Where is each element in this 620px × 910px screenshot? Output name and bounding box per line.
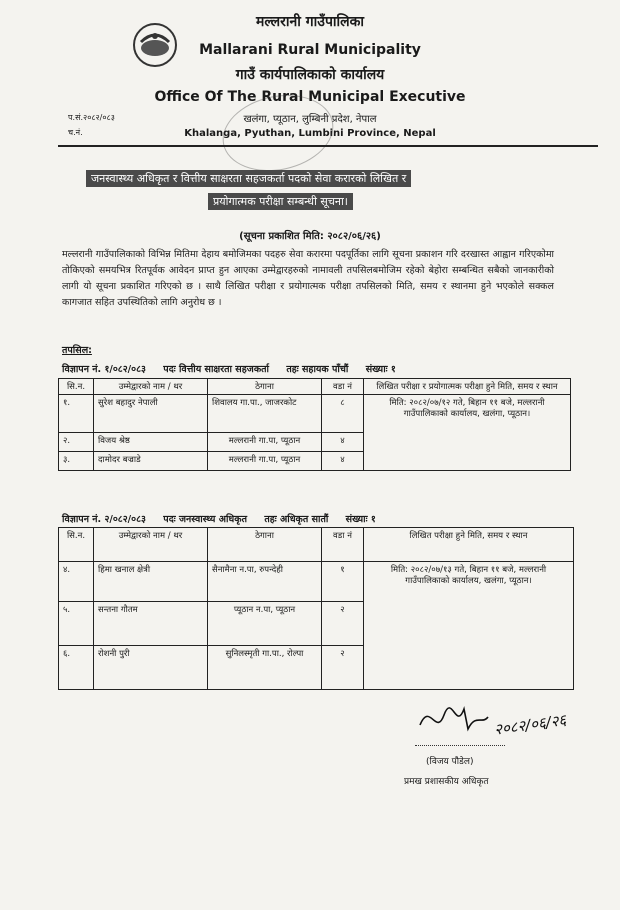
cell-ward: ८: [322, 395, 364, 433]
col-name: उम्मेद्वारको नाम / थर: [94, 379, 208, 395]
cell-sn: ३.: [59, 452, 94, 471]
advertisement-1-table: [58, 378, 571, 471]
table-row: [59, 395, 571, 433]
table-header-row: [59, 379, 571, 395]
cell-name: विजय श्रेष्ठ: [94, 433, 208, 452]
notice-title-line2: प्रयोगात्मक परीक्षा सम्बन्धी सूचना।: [208, 193, 353, 210]
col-ward: वडा नं: [322, 528, 364, 562]
ad1-number: विज्ञापन नं. १/०८२/०८३: [62, 364, 146, 375]
ad1-level: तहः सहायक पाँचौं: [286, 364, 349, 375]
cell-ward: २: [322, 602, 364, 646]
cell-ward: २: [322, 646, 364, 690]
ad2-level: तहः अधिकृत सातौं: [264, 514, 329, 525]
header-divider: [58, 145, 598, 147]
cell-sn: १.: [59, 395, 94, 433]
col-schedule: लिखित परीक्षा हुने मिति, समय र स्थान: [364, 528, 574, 562]
cell-ward: ४: [322, 452, 364, 471]
signatory-name: (विजय पौडेल): [426, 757, 474, 767]
advertisement-1-heading: [62, 362, 410, 375]
col-sn: सि.न.: [59, 379, 94, 395]
cell-name: सुरेश बहादुर नेपाली: [94, 395, 208, 433]
ad2-post: पदः जनस्वास्थ्य अधिकृत: [163, 514, 247, 525]
cell-ward: ४: [322, 433, 364, 452]
cell-address: शिवालय गा.पा., जाजरकोट: [208, 395, 322, 433]
notice-paragraph: मल्लरानी गाउँपालिकाको विभिन्न मितिमा देहाय बमोजिमका पदहरु सेवा करारमा पदपूर्तिका लागि सूचना प्रकाशन गरि दरखास्त आह्वान गरिएकोमा तोकिएको समयभित्र रितपूर्वक आवेदन प्राप्त हुन आएका उम्मेद्वारहरुको नामावली तपसिलबमोजिम रहेको बेहोरा सम्बन्धित सबैको जानकारीको लागी यो सूचना प्रकाशित गरिएको छ । साथै लिखित परीक्षा र प्रयोगात्मक परीक्षा तपसिलको मिति, समय र स्थानमा हुने भएकोले सक्कल कागजात सहित उपस्थितिको लागि अनुरोध छ ।: [62, 249, 554, 308]
ad1-count: संख्याः १: [365, 364, 396, 375]
address-np: खलंगा, प्यूठान, लुम्बिनी प्रदेश, नेपाल: [243, 114, 377, 125]
col-address: ठेगाना: [208, 528, 322, 562]
advertisement-2-heading: [62, 512, 390, 525]
municipality-name-en: Mallarani Rural Municipality: [199, 42, 421, 58]
cell-address: मल्लरानी गा.पा, प्यूठान: [208, 452, 322, 471]
signature-date: २०८२/०६/२६: [493, 710, 568, 739]
table-row: [59, 562, 574, 602]
col-name: उम्मेद्वारको नाम / थर: [94, 528, 208, 562]
reference-number: प.सं.२०८२/०८३: [68, 113, 115, 122]
cell-name: सन्तना गौतम: [94, 602, 208, 646]
cell-sn: ४.: [59, 562, 94, 602]
cell-name: दामोदर बज्राडे: [94, 452, 208, 471]
advertisement-2-table: [58, 527, 574, 690]
cell-sn: ५.: [59, 602, 94, 646]
ad2-number: विज्ञापन नं. २/०८२/०८३: [62, 514, 146, 525]
cell-sn: ६.: [59, 646, 94, 690]
col-sn: सि.न.: [59, 528, 94, 562]
cell-address: प्यूठान न.पा, प्यूठान: [208, 602, 322, 646]
ad1-post: पदः वित्तीय साक्षरता सहजकर्ता: [163, 364, 269, 375]
cell-name: रोशनी पुरी: [94, 646, 208, 690]
col-ward: वडा नं: [322, 379, 364, 395]
table-header-row: [59, 528, 574, 562]
cell-name: हिमा खनाल क्षेत्री: [94, 562, 208, 602]
cell-schedule: मिति: २०८२/०७/१२ गते, बिहान ११ बजे, मल्लरानी गाउँपालिकाको कार्यालय, खलंगा, प्यूठान।: [364, 395, 571, 471]
ad2-count: संख्याः १: [345, 514, 376, 525]
tapasil-heading: तपसिल:: [62, 345, 92, 356]
col-address: ठेगाना: [208, 379, 322, 395]
signature-line: [415, 745, 505, 746]
dispatch-number: च.नं.: [68, 128, 83, 137]
published-date: (सूचना प्रकाशित मिति: २०८२/०६/२६): [239, 231, 381, 242]
municipality-name-np: मल्लरानी गाउँपालिका: [255, 14, 365, 30]
cell-address: सैनामैना न.पा, रुपन्देही: [208, 562, 322, 602]
cell-schedule: मिति: २०८२/०७/१३ गते, बिहान ११ बजे, मल्लरानी गाउँपालिकाको कार्यालय, खलंगा, प्यूठान।: [364, 562, 574, 690]
cell-sn: २.: [59, 433, 94, 452]
address-en: Khalanga, Pyuthan, Lumbini Province, Nepal: [184, 128, 436, 139]
cell-address: सुनिलस्मृती गा.पा., रोल्पा: [208, 646, 322, 690]
signatory-title: प्रमख प्रशासकीय अधिकृत: [404, 777, 489, 787]
cell-address: मल्लरानी गा.पा, प्यूठान: [208, 433, 322, 452]
handwritten-signature: [416, 695, 591, 745]
col-schedule: लिखित परीक्षा र प्रयोगात्मक परीक्षा हुने मिति, समय र स्थान: [364, 379, 571, 395]
cell-ward: १: [322, 562, 364, 602]
notice-title-line1: जनस्वास्थ्य अधिकृत र वित्तीय साक्षरता सहजकर्ता पदको सेवा करारको लिखित र: [86, 170, 411, 187]
office-name-np: गाउँ कार्यपालिकाको कार्यालय: [235, 67, 385, 83]
office-name-en: Office Of The Rural Municipal Executive: [154, 89, 466, 105]
